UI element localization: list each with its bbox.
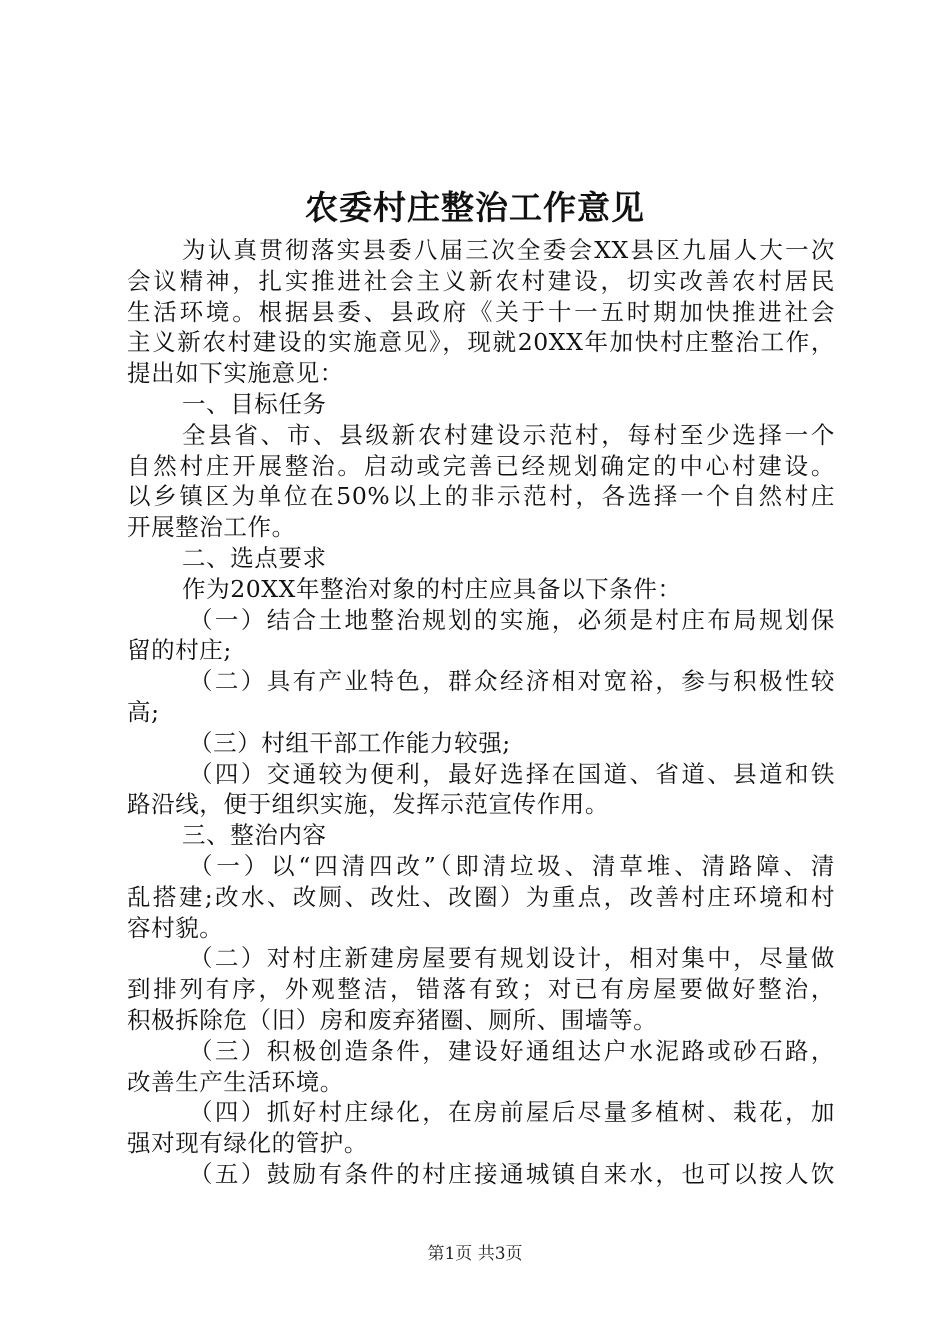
paragraph-line: 提出如下实施意见： <box>127 359 344 388</box>
paragraph-line: 开展整治工作。 <box>127 513 296 542</box>
list-item-line: （二）具有产业特色，群众经济相对宽裕，参与积极性较 <box>189 667 835 696</box>
paragraph-line: 以乡镇区为单位在50%以上的非示范村，各选择一个自然村庄 <box>127 482 835 511</box>
list-item-line: 积极拆除危（旧）房和废弃猪圈、厕所、围墙等。 <box>127 1005 658 1034</box>
section-heading: 三、整治内容 <box>182 821 327 850</box>
paragraph-line: 生活环境。根据县委、县政府《关于十一五时期加快推进社会 <box>127 297 835 326</box>
paragraph-line: 作为20XX年整治对象的村庄应具备以下条件： <box>182 574 682 603</box>
list-item-line: （四）抓好村庄绿化，在房前屋后尽量多植树、栽花，加 <box>189 1098 835 1127</box>
list-item-line: 高; <box>127 697 160 726</box>
list-item-line: （三）村组干部工作能力较强; <box>189 728 511 757</box>
list-item-line: （二）对村庄新建房屋要有规划设计，相对集中，尽量做 <box>189 944 835 973</box>
list-item-line: 到排列有序，外观整洁，错落有致；对已有房屋要做好整治， <box>127 975 835 1004</box>
page-footer: 第1页 共3页 <box>427 1244 523 1264</box>
paragraph-line: 全县省、市、县级新农村建设示范村，每村至少选择一个 <box>182 420 835 449</box>
section-heading: 一、目标任务 <box>182 389 327 418</box>
list-item-line: （一）以“四清四改”（即清垃圾、清草堆、清路障、清 <box>189 851 835 880</box>
list-item-line: 留的村庄; <box>127 636 232 665</box>
paragraph-line: 自然村庄开展整治。启动或完善已经规划确定的中心村建设。 <box>127 451 835 480</box>
list-item-line: （四）交通较为便利，最好选择在国道、省道、县道和铁 <box>189 759 835 788</box>
paragraph-line: 会议精神，扎实推进社会主义新农村建设，切实改善农村居民 <box>127 266 835 295</box>
section-heading: 二、选点要求 <box>182 543 327 572</box>
list-item-line: 改善生产生活环境。 <box>127 1067 344 1096</box>
document-title: 农委村庄整治工作意见 <box>305 188 645 227</box>
list-item-line: 乱搭建;改水、改厕、改灶、改圈）为重点，改善村庄环境和村 <box>127 882 835 911</box>
list-item-line: （五）鼓励有条件的村庄接通城镇自来水，也可以按人饮 <box>189 1159 835 1188</box>
list-item-line: 强对现有绿化的管护。 <box>127 1129 368 1158</box>
paragraph-line: 为认真贯彻落实县委八届三次全委会XX县区九届人大一次 <box>182 236 835 264</box>
list-item-line: （一）结合土地整治规划的实施，必须是村庄布局规划保 <box>189 605 835 634</box>
document-body <box>127 235 835 1190</box>
paragraph-line: 主义新农村建设的实施意见》，现就20XX年加快村庄整治工作， <box>127 328 835 357</box>
list-item-line: 容村貌。 <box>127 913 224 942</box>
list-item-line: 路沿线，便于组织实施，发挥示范宣传作用。 <box>127 790 609 819</box>
list-item-line: （三）积极创造条件，建设好通组达户水泥路或砂石路， <box>189 1036 835 1065</box>
